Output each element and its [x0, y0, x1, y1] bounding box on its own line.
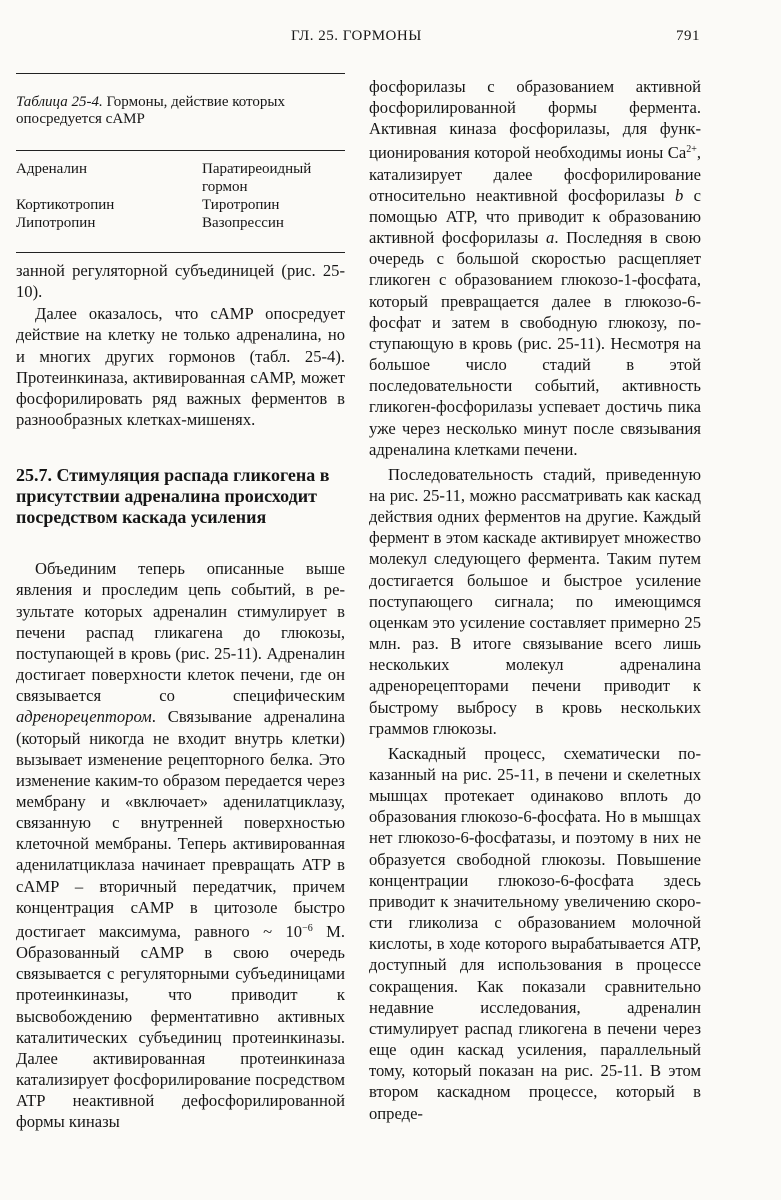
paragraph: [369, 76, 701, 460]
paragraph: Последовательность стадий, приведенную на рис. 25-11, можно рассматривать как каскад действия одних ферментов на другие. Каждый фермент в этом каскаде активирует множество молекул следующего фермента. Таким путем достигается большое и быстрое усиление поступающего сигнала; по имеющимся оценкам это усиление составляет примерно 25 млн. раз. В итоге связывание всего лишь нескольких молекул адреналина адренорецепторами печени приводит к быстрому выбросу в кровь нескольких граммов глюкозы.: [369, 464, 701, 738]
table-top-rule: [16, 73, 345, 74]
page-number: 791: [676, 28, 700, 44]
paragraph: Каскадный процесс, схематически показанный на рис. 25-11, в печени и скелетных мышцах протекает одинаково вплоть до образования глюкозо-6-фосфата. Но в мышцах нет глюкозо-6-фосфатазы, и поэтому в них не образуется свободной глюкозы. Повышение концентрации глюкозо-6-фосфата здесь приводит к значительному увеличению скорости гликолиза с образованием молочной кислоты, в ходе которого вырабатывается ATP, доступный для использования в процессе сокращения. Как показали сравнительно недавние исследования, адреналин стимулирует распад гликогена в печени через еще один каскад усиления, параллельный тому, который показан на рис. 25-11. В этом втором каскадном процессе, который в опреде-: [369, 743, 701, 1123]
text-run: . Связывание адреналина (который никогда не входит внутрь клетки) вызывает изменение рецепторного белка. Это изменение каким-то образом передается через мембрану и «включает» аденилатциклазу, связанную с внутренней поверхностью клеточной мембраны. Теперь активированная аденилатциклаза начинает превращать ATP в cAMP – вторичный передатчик, причем концентрация cAMP в цитозоле быстро достигает максимума, равного ~ 10: [16, 707, 345, 941]
italic-variable: a: [546, 228, 555, 248]
table-row: [16, 214, 345, 232]
paragraph: [16, 558, 345, 1132]
text-run: , катализирует далее фосфорилирование относительно неактивной фосфорилазы: [369, 143, 701, 205]
text-run: М. Образованный cAMP в свою очередь связывается с регуляторными субъединицами протеинкиназы, что приводит к высвобождению ферментативно активных каталитических субъединиц протеинкиназы. Далее активированная протеинкиназа катализирует фосфорилирование посредством ATP неактивной дефосфорилированной формы киназы: [16, 921, 345, 1132]
paragraph: занной регуляторной субъединицей (рис. 25-10).: [16, 261, 345, 302]
text-run: с помощью ATP, что приводит к образованию активной фосфорилазы: [369, 185, 702, 248]
table-cell: Тиротропин: [202, 197, 280, 213]
table-row: [16, 160, 345, 196]
text-run: фосфорилазы с образованием активной фосфорилированной формы фермента. Активная киназа фосфорилазы, для функционирования которой необходимы ионы Ca: [369, 77, 701, 163]
superscript: −6: [302, 922, 313, 934]
hormone-table-block: [16, 73, 345, 253]
italic-variable: b: [675, 185, 684, 205]
text-run: Объединим теперь описанные выше явления и проследим цепь событий, в результате которых адреналин стимулирует в печени распад гликагена до глюкозы, поступающей в кровь (рис. 25-11). Адреналин достигает поверхности клеток печени, где он связывается со специфическим: [16, 559, 345, 706]
hormone-table: [16, 160, 345, 232]
table-cell: Вазопрессин: [202, 215, 284, 231]
text-run: . Последняя в свою очередь с большой скоростью расщепляет гликоген с образованием глюкозо-1-фосфата, который превращается далее в глюкозо-6-фосфат и затем в свободную глюкозу, поступающую в кровь (рис. 25-11). Несмотря на большое число стадий в этой последовательности событий, активность гликоген-фосфорилазы успевает достичь пика уже через несколько минут после связывания адреналина клетками печени.: [369, 228, 701, 459]
section-heading: 25.7. Стимуляция распада гликогена в присутствии адреналина происходит посредством каскада усиления: [16, 465, 330, 528]
table-cell: Липотропин: [16, 215, 96, 231]
table-row: [16, 196, 345, 214]
superscript: 2+: [686, 144, 697, 156]
italic-term: адренорецептором: [16, 707, 152, 727]
left-column: [16, 73, 345, 1132]
table-cell: Адреналин: [16, 161, 87, 177]
table-cell: Кортикотропин: [16, 197, 115, 213]
table-bottom-rule: [16, 252, 345, 253]
table-label: Таблица 25-4.: [16, 94, 103, 110]
table-caption: [16, 94, 345, 128]
table-header-rule: [16, 150, 345, 151]
chapter-title: ГЛ. 25. ГОРМОНЫ: [291, 28, 422, 44]
table-cell: Паратиреоидный гормон: [202, 161, 312, 195]
right-column: [369, 76, 701, 1124]
table-caption-text: Гормоны, действие которых опосредуется cAMP: [16, 94, 285, 127]
paragraph: Далее оказалось, что cAMP опосредует действие на клетку не только адреналина, но и многих других гормонов (табл. 25-4). Протеинкиназа, активированная cAMP, может фосфорилировать ряд важных ферментов в разнообразных клетках-мишенях.: [16, 304, 345, 430]
